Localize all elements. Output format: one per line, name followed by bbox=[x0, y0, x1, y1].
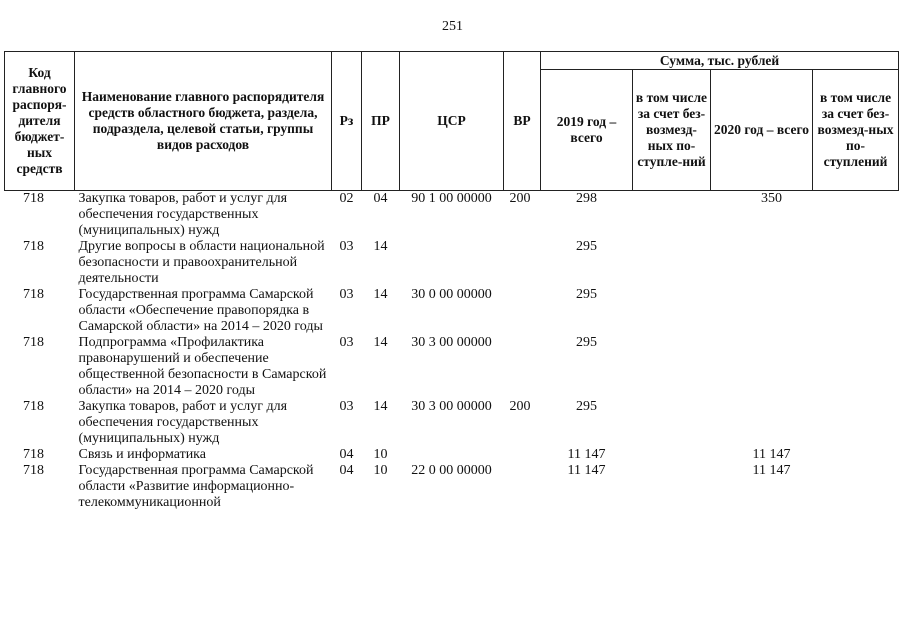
cell-2019-total: 295 bbox=[576, 239, 597, 254]
table-row bbox=[5, 399, 899, 447]
cell-csr: 30 3 00 00000 bbox=[411, 399, 492, 414]
cell-csr: 30 0 00 00000 bbox=[411, 287, 492, 302]
cell-2019-grants bbox=[633, 287, 711, 335]
cell-2020-total bbox=[711, 335, 813, 399]
cell-2019-total: 295 bbox=[576, 287, 597, 302]
cell-2019-total: 295 bbox=[576, 335, 597, 350]
cell-code: 718 bbox=[23, 239, 44, 254]
cell-2019-grants bbox=[633, 399, 711, 447]
cell-rz: 04 bbox=[339, 447, 354, 462]
cell-rz: 03 bbox=[339, 335, 354, 350]
cell-code: 718 bbox=[23, 463, 44, 478]
cell-code: 718 bbox=[23, 191, 44, 206]
cell-pr: 14 bbox=[373, 239, 388, 254]
cell-rz: 04 bbox=[339, 463, 354, 478]
cell-2020-grants bbox=[813, 239, 899, 287]
cell-name: Другие вопросы в области национальной безопасности и правоохранительной деятельности bbox=[78, 239, 325, 286]
cell-pr: 10 bbox=[373, 463, 388, 478]
budget-table bbox=[4, 51, 899, 511]
cell-name: Закупка товаров, работ и услуг для обеспечения государственных (муниципальных) нужд bbox=[78, 191, 288, 238]
cell-2019-grants bbox=[633, 463, 711, 511]
table-row bbox=[5, 239, 899, 287]
cell-csr: 90 1 00 00000 bbox=[411, 191, 492, 206]
cell-name: Закупка товаров, работ и услуг для обеспечения государственных (муниципальных) нужд bbox=[78, 399, 288, 446]
table-row bbox=[5, 447, 899, 463]
cell-2020-grants bbox=[813, 399, 899, 447]
table-body bbox=[5, 191, 899, 512]
cell-rz: 03 bbox=[339, 287, 354, 302]
cell-pr: 10 bbox=[373, 447, 388, 462]
cell-vr bbox=[504, 463, 541, 511]
cell-vr bbox=[504, 287, 541, 335]
header-code: Код главного распоря-дителя бюджет-ных средств bbox=[5, 52, 75, 191]
header-sum: Сумма, тыс. рублей bbox=[541, 52, 899, 70]
header-name: Наименование главного распорядителя средств областного бюджета, раздела, подраздела, целевой статьи, группы видов расходов bbox=[75, 52, 332, 191]
cell-2020-total: 11 147 bbox=[752, 447, 791, 462]
header-2020-grants: в том числе за счет без-возмезд-ных по-ступлений bbox=[813, 70, 899, 191]
cell-csr: 22 0 00 00000 bbox=[411, 463, 492, 478]
page-number: 251 bbox=[442, 19, 463, 34]
table-row bbox=[5, 463, 899, 511]
header-2019-grants: в том числе за счет без-возмезд-ных по-ступле-ний bbox=[633, 70, 711, 191]
cell-name: Государственная программа Самарской области «Развитие информационно-телекоммуникационной bbox=[78, 463, 314, 510]
cell-pr: 04 bbox=[373, 191, 388, 206]
cell-name: Связь и информатика bbox=[78, 447, 206, 462]
header-csr: ЦСР bbox=[400, 52, 504, 191]
cell-rz: 03 bbox=[339, 399, 354, 414]
cell-2020-total bbox=[711, 399, 813, 447]
table-row bbox=[5, 287, 899, 335]
cell-vr bbox=[504, 447, 541, 463]
cell-2019-grants bbox=[633, 335, 711, 399]
cell-code: 718 bbox=[23, 335, 44, 350]
cell-2020-grants bbox=[813, 447, 899, 463]
cell-pr: 14 bbox=[373, 287, 388, 302]
cell-2020-grants bbox=[813, 287, 899, 335]
cell-2019-total: 295 bbox=[576, 399, 597, 414]
table-row bbox=[5, 335, 899, 399]
header-pr: ПР bbox=[362, 52, 400, 191]
cell-2020-total: 350 bbox=[761, 191, 782, 206]
cell-2019-grants bbox=[633, 239, 711, 287]
cell-csr: 30 3 00 00000 bbox=[411, 335, 492, 350]
cell-2019-total: 298 bbox=[576, 191, 597, 206]
cell-pr: 14 bbox=[373, 335, 388, 350]
cell-rz: 03 bbox=[339, 239, 354, 254]
cell-csr bbox=[400, 239, 504, 287]
cell-2019-total: 11 147 bbox=[567, 463, 606, 478]
cell-rz: 02 bbox=[339, 191, 354, 206]
cell-2020-total bbox=[711, 239, 813, 287]
table-row bbox=[5, 191, 899, 240]
cell-2020-grants bbox=[813, 191, 899, 240]
table-header bbox=[5, 52, 899, 191]
cell-vr bbox=[504, 239, 541, 287]
cell-2020-grants bbox=[813, 463, 899, 511]
cell-code: 718 bbox=[23, 399, 44, 414]
cell-code: 718 bbox=[23, 447, 44, 462]
cell-pr: 14 bbox=[373, 399, 388, 414]
cell-2019-grants bbox=[633, 191, 711, 240]
header-rz: Рз bbox=[332, 52, 362, 191]
cell-2019-grants bbox=[633, 447, 711, 463]
cell-vr: 200 bbox=[509, 191, 531, 206]
cell-name: Государственная программа Самарской области «Обеспечение правопорядка в Самарской области» на 2014 – 2020 годы bbox=[78, 287, 323, 334]
cell-csr bbox=[400, 447, 504, 463]
header-2019-total: 2019 год – всего bbox=[541, 70, 633, 191]
cell-code: 718 bbox=[23, 287, 44, 302]
cell-2020-grants bbox=[813, 335, 899, 399]
cell-2019-total: 11 147 bbox=[567, 447, 606, 462]
cell-2020-total: 11 147 bbox=[752, 463, 791, 478]
header-2020-total: 2020 год – всего bbox=[711, 70, 813, 191]
header-vr: ВР bbox=[504, 52, 541, 191]
cell-2020-total bbox=[711, 287, 813, 335]
cell-vr bbox=[504, 335, 541, 399]
cell-name: Подпрограмма «Профилактика правонарушений и обеспечение общественной безопасности в Самарской области» на 2014 – 2020 годы bbox=[78, 335, 327, 398]
cell-vr: 200 bbox=[509, 399, 531, 414]
